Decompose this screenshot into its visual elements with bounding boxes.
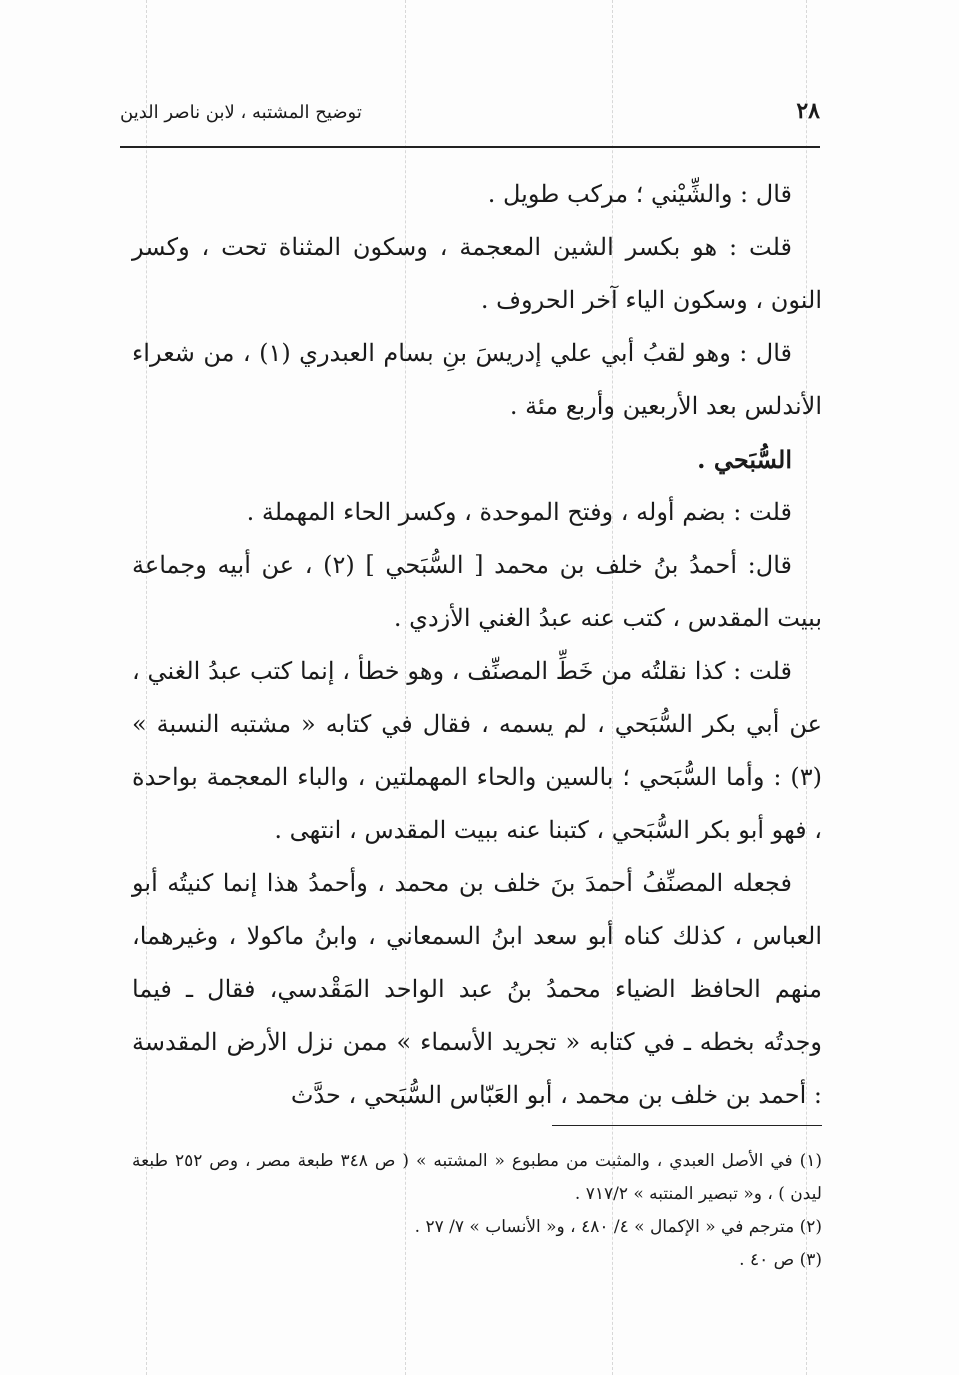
running-title: توضيح المشتبه ، لابن ناصر الدين bbox=[120, 102, 362, 123]
paragraph: قلت : بضم أوله ، وفتح الموحدة ، وكسر الحاء المهملة . bbox=[246, 498, 792, 526]
footnotes bbox=[132, 1145, 822, 1277]
paragraph: قال : وهو لقبُ أبي علي إدريسَ بنِ بسام العبدري (١) ، من شعراء الأندلس بعد الأربعين وأربع مئة . bbox=[132, 339, 822, 420]
page-number: ٢٨ bbox=[796, 98, 820, 124]
footnote: (٢) مترجم في « الإكمال » ٤/ ٤٨٠ ، و« الأنساب » ٧/ ٢٧ . bbox=[414, 1217, 822, 1237]
footnote: (٣) ص ٤٠ . bbox=[739, 1250, 822, 1270]
paragraph: قال : والشِّيْني ؛ مركب طويل . bbox=[487, 180, 792, 208]
paragraph: قلت : كذا نقلتُه من خَطِّ المصنِّف ، وهو خطأ ، إنما كتب عبدُ الغني ، عن أبي بكر السُّبَحي ، لم يسمه ، فقال في كتابه « مشتبه النسبة » (٣) : وأما السُّبَحي ؛ بالسين والحاء المهملتين ، والباء المعجمة بواحدة ، فهو أبو بكر السُّبَحي ، كتبنا عنه ببيت المقدس ، انتهى . bbox=[132, 657, 822, 844]
body-text bbox=[132, 168, 822, 1122]
paragraph: قال: أحمدُ بنُ خلف بن محمد [ السُّبَحي ] (٢) ، عن أبيه وجماعة ببيت المقدس ، كتب عنه عبدُ الغني الأزدي . bbox=[132, 551, 822, 632]
page-header bbox=[120, 96, 820, 148]
footnote: (١) في الأصل العبدي ، والمثبت من مطبوع « المشتبه » ( ص ٣٤٨ طبعة مصر ، وص ٢٥٢ طبعة ليدن ) ، و« تبصير المنتبه » ٧١٧/٢ . bbox=[132, 1151, 822, 1204]
entry-heading: السُّبَحي . bbox=[697, 445, 792, 474]
paragraph: قلت : هو بكسر الشين المعجمة ، وسكون المثناة تحت ، وكسر النون ، وسكون الياء آخر الحروف . bbox=[132, 233, 822, 314]
paragraph: فجعله المصنِّفُ أحمدَ بنَ خلف بن محمد ، وأحمدُ هذا إنما كنيتُه أبو العباس ، كذلك كناه أبو سعد ابنُ السمعاني ، وابنُ ماكولا ، وغيرهما، منهم الحافظ الضياء محمدُ بنُ عبد الواحد المَقْدسي، فقال ـ فيما وجدتُه بخطه ـ في كتابه « تجريد الأسماء » ممن نزل الأرض المقدسة : أحمد بن خلف بن محمد ، أبو العَبّاس السُّبَحي ، حدَّث bbox=[132, 869, 822, 1109]
